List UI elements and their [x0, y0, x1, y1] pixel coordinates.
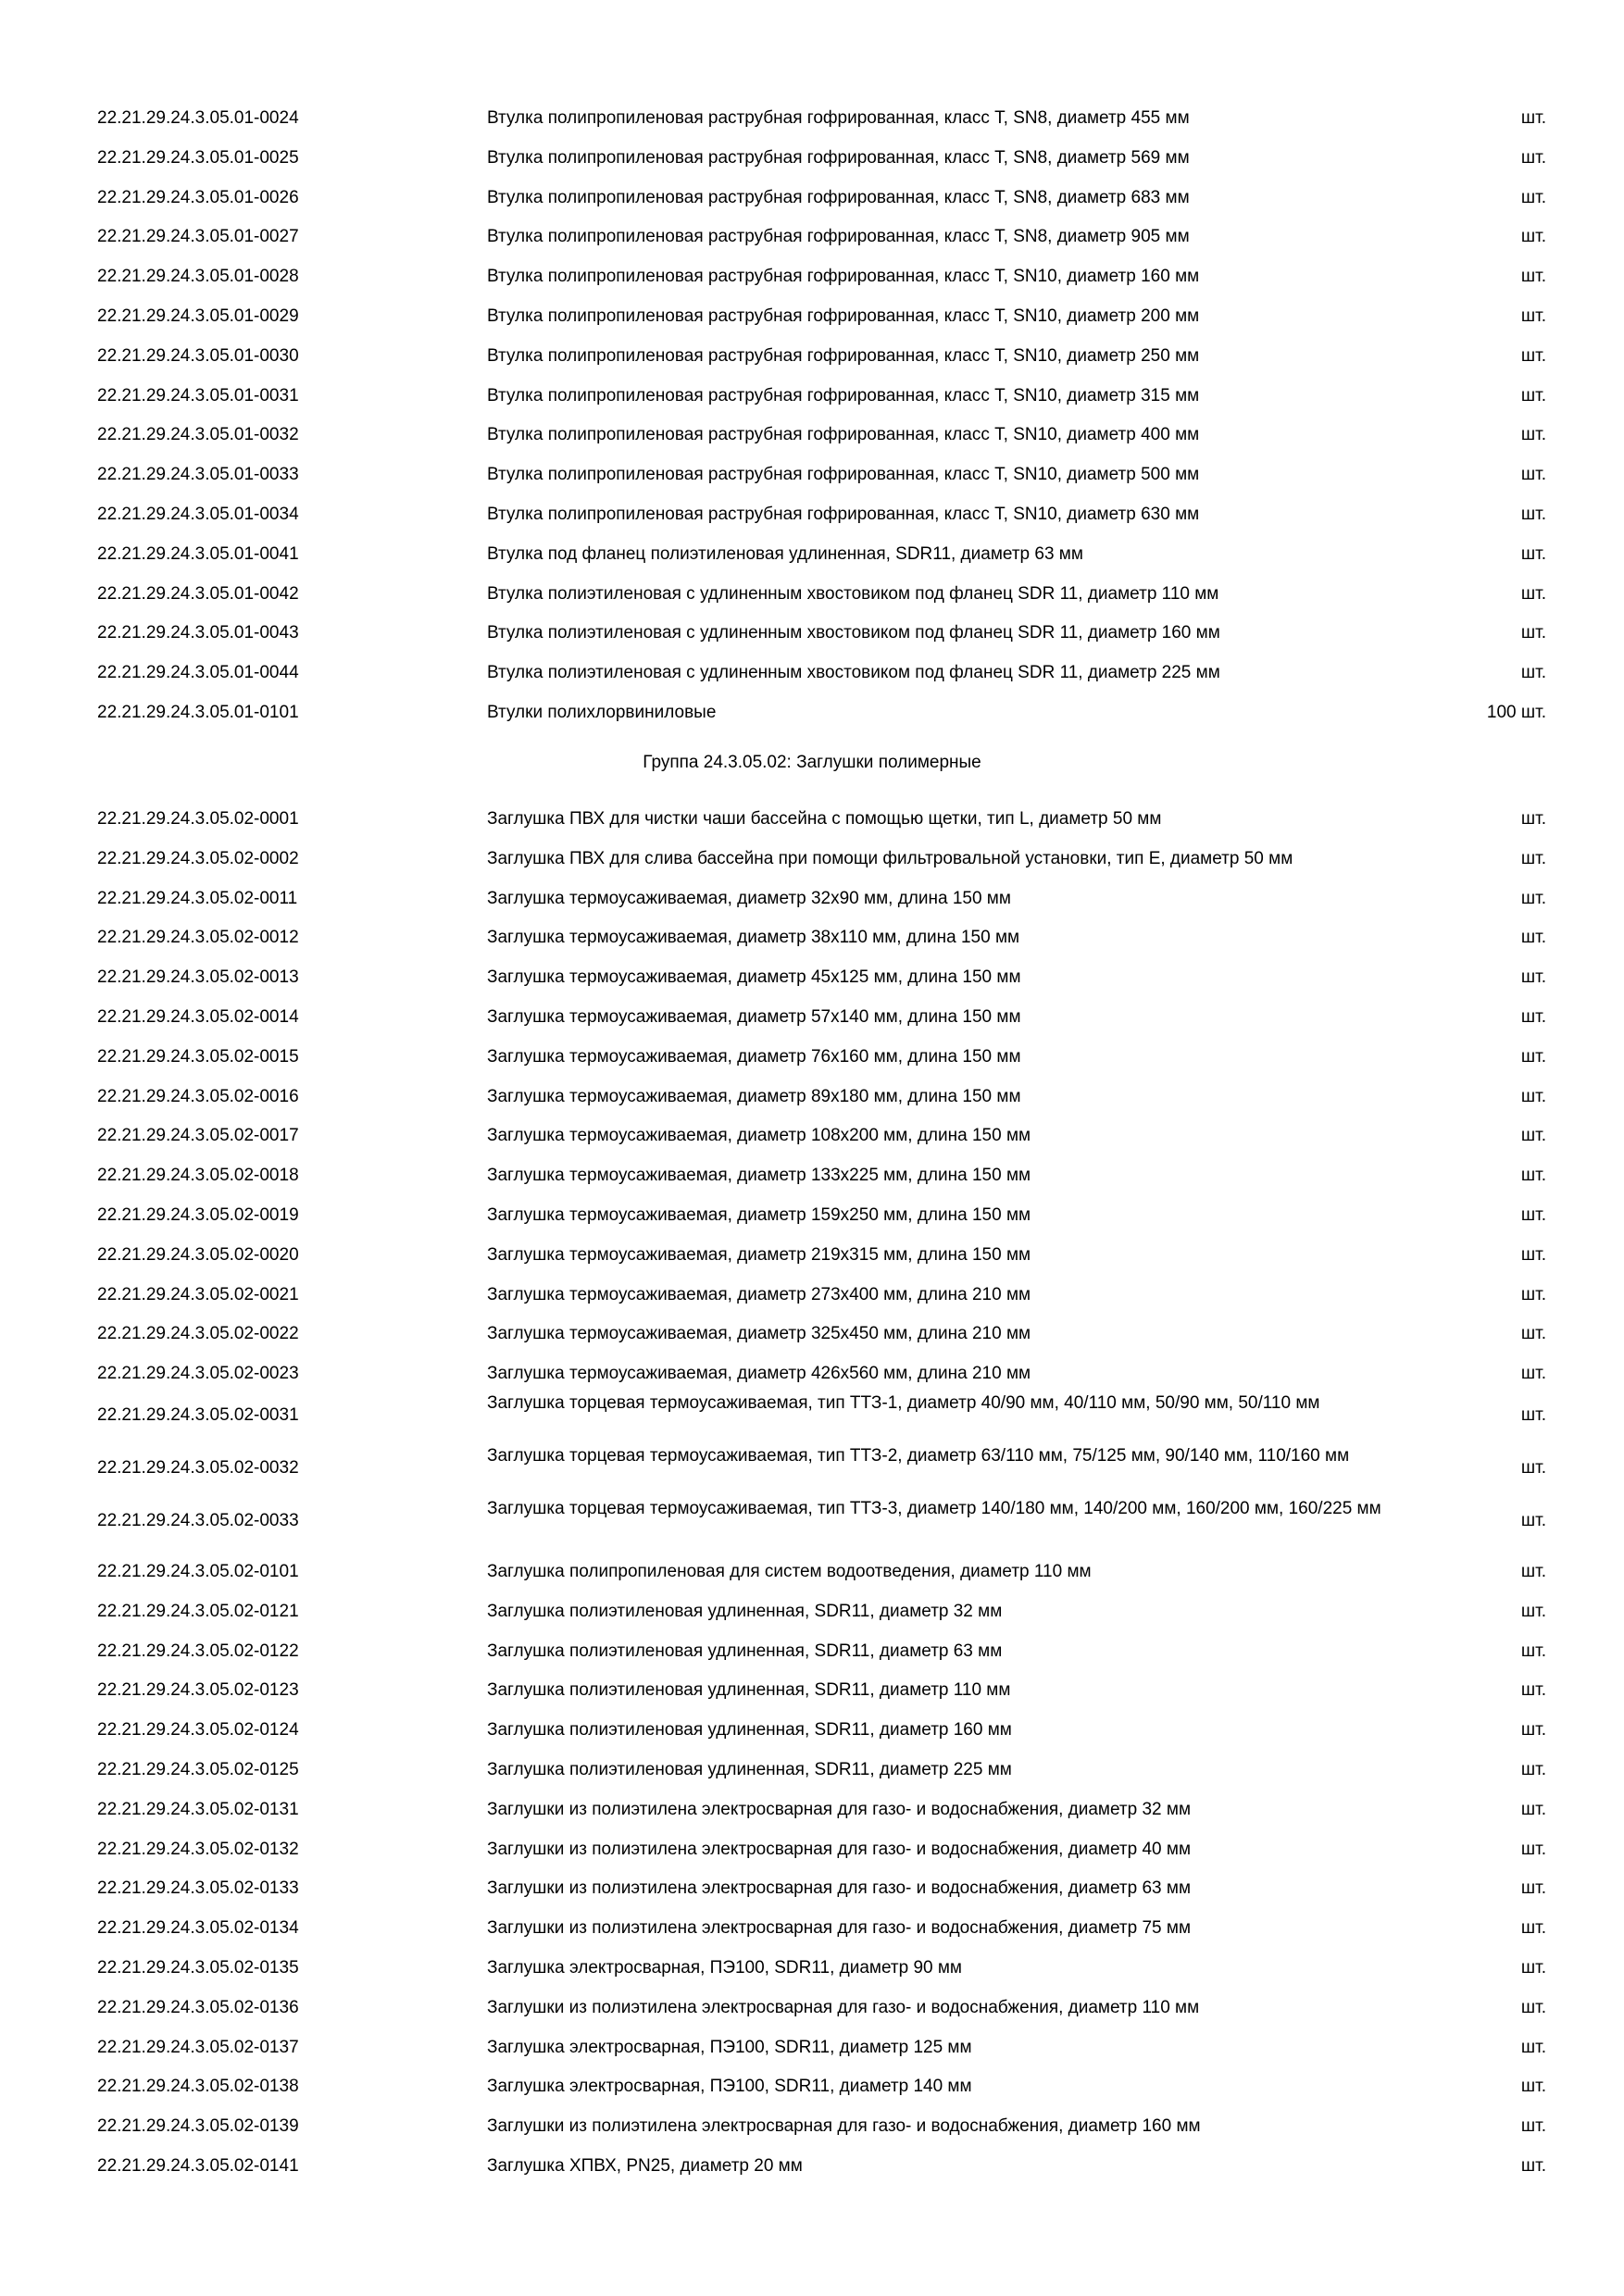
item-code: 22.21.29.24.3.05.01-0025 — [97, 147, 299, 168]
item-unit: шт. — [1520, 1364, 1546, 1384]
item-unit: шт. — [1520, 385, 1546, 406]
item-description: Заглушка термоусаживаемая, диаметр 57х140 мм, длина 150 мм — [487, 1007, 1021, 1027]
item-description: Заглушка термоусаживаемая, диаметр 108х200 мм, длина 150 мм — [487, 1126, 1031, 1146]
item-unit: шт. — [1520, 1601, 1546, 1621]
item-description: Заглушка электросварная, ПЭ100, SDR11, диаметр 90 мм — [487, 1958, 962, 1978]
item-unit: шт. — [1520, 227, 1546, 247]
item-description: Заглушка торцевая термоусаживаемая, тип ТТЗ-3, диаметр 140/180 мм, 140/200 мм, 160/200 мм, 160/225 мм — [487, 1499, 1381, 1518]
item-code: 22.21.29.24.3.05.02-0136 — [97, 1997, 299, 2017]
item-unit: шт. — [1520, 1760, 1546, 1779]
item-code: 22.21.29.24.3.05.02-0015 — [97, 1046, 299, 1067]
item-code: 22.21.29.24.3.05.02-0141 — [97, 2156, 299, 2176]
item-description: Втулка полипропиленовая раструбная гофрированная, класс Т, SN10, диаметр 250 мм — [487, 345, 1200, 366]
item-description: Заглушки из полиэтилена электросварная для газо- и водоснабжения, диаметр 160 мм — [487, 2116, 1201, 2137]
item-code: 22.21.29.24.3.05.02-0033 — [97, 1511, 299, 1530]
item-code: 22.21.29.24.3.05.02-0137 — [97, 2037, 299, 2057]
item-unit: шт. — [1520, 888, 1546, 908]
item-code: 22.21.29.24.3.05.02-0138 — [97, 2077, 299, 2097]
item-code: 22.21.29.24.3.05.01-0024 — [97, 108, 299, 128]
item-unit: шт. — [1520, 1958, 1546, 1978]
item-description: Заглушка термоусаживаемая, диаметр 325х450 мм, длина 210 мм — [487, 1324, 1031, 1344]
item-code: 22.21.29.24.3.05.02-0018 — [97, 1166, 299, 1186]
item-code: 22.21.29.24.3.05.02-0139 — [97, 2116, 299, 2137]
item-unit: шт. — [1520, 543, 1546, 564]
item-code: 22.21.29.24.3.05.01-0026 — [97, 187, 299, 207]
item-unit: шт. — [1520, 1562, 1546, 1581]
item-description: Заглушка термоусаживаемая, диаметр 38х110 мм, длина 150 мм — [487, 928, 1020, 948]
item-description: Заглушка термоусаживаемая, диаметр 133х225 мм, длина 150 мм — [487, 1166, 1031, 1186]
item-description: Заглушка полиэтиленовая удлиненная, SDR11, диаметр 32 мм — [487, 1601, 1003, 1621]
item-description: Заглушка термоусаживаемая, диаметр 45х125 мм, длина 150 мм — [487, 967, 1021, 988]
item-description: Заглушка полиэтиленовая удлиненная, SDR11, диаметр 160 мм — [487, 1720, 1012, 1741]
item-code: 22.21.29.24.3.05.01-0041 — [97, 543, 299, 564]
item-unit: шт. — [1520, 505, 1546, 524]
item-unit: шт. — [1520, 1405, 1546, 1425]
item-unit: шт. — [1520, 809, 1546, 829]
item-code: 22.21.29.24.3.05.02-0022 — [97, 1324, 299, 1344]
item-description: Заглушки из полиэтилена электросварная для газо- и водоснабжения, диаметр 110 мм — [487, 1997, 1200, 2017]
item-unit: шт. — [1520, 108, 1546, 128]
item-code: 22.21.29.24.3.05.02-0124 — [97, 1720, 299, 1741]
item-code: 22.21.29.24.3.05.02-0125 — [97, 1760, 299, 1779]
item-code: 22.21.29.24.3.05.01-0031 — [97, 385, 299, 406]
item-unit: шт. — [1520, 306, 1546, 326]
item-code: 22.21.29.24.3.05.02-0134 — [97, 1918, 299, 1939]
item-description: Втулка под фланец полиэтиленовая удлиненная, SDR11, диаметр 63 мм — [487, 543, 1083, 564]
item-unit: шт. — [1520, 1878, 1546, 1899]
item-code: 22.21.29.24.3.05.02-0001 — [97, 809, 299, 829]
item-unit: шт. — [1520, 1839, 1546, 1859]
item-code: 22.21.29.24.3.05.01-0027 — [97, 227, 299, 247]
item-code: 22.21.29.24.3.05.02-0123 — [97, 1680, 299, 1701]
group-heading: Группа 24.3.05.02: Заглушки полимерные — [643, 753, 981, 772]
item-code: 22.21.29.24.3.05.02-0002 — [97, 848, 299, 868]
item-code: 22.21.29.24.3.05.01-0101 — [97, 703, 299, 722]
item-description: Заглушки из полиэтилена электросварная для газо- и водоснабжения, диаметр 75 мм — [487, 1918, 1192, 1939]
item-code: 22.21.29.24.3.05.02-0133 — [97, 1878, 299, 1899]
item-description: Заглушка полиэтиленовая удлиненная, SDR11, диаметр 225 мм — [487, 1760, 1012, 1779]
item-code: 22.21.29.24.3.05.01-0033 — [97, 465, 299, 485]
item-code: 22.21.29.24.3.05.01-0034 — [97, 505, 299, 524]
item-code: 22.21.29.24.3.05.02-0023 — [97, 1364, 299, 1384]
item-unit: шт. — [1520, 465, 1546, 485]
item-description: Заглушка ХПВХ, PN25, диаметр 20 мм — [487, 2156, 803, 2176]
item-unit: шт. — [1520, 1324, 1546, 1344]
item-code: 22.21.29.24.3.05.01-0042 — [97, 583, 299, 604]
item-unit: шт. — [1520, 1086, 1546, 1106]
item-description: Заглушки из полиэтилена электросварная для газо- и водоснабжения, диаметр 40 мм — [487, 1839, 1192, 1859]
item-code: 22.21.29.24.3.05.02-0020 — [97, 1244, 299, 1265]
item-unit: шт. — [1520, 623, 1546, 643]
item-unit: шт. — [1520, 1458, 1546, 1478]
item-unit: шт. — [1520, 928, 1546, 948]
item-description: Втулка полипропиленовая раструбная гофрированная, класс Т, SN10, диаметр 160 мм — [487, 267, 1200, 287]
item-description: Втулка полиэтиленовая с удлиненным хвостовиком под фланец SDR 11, диаметр 110 мм — [487, 583, 1219, 604]
item-unit: шт. — [1520, 1641, 1546, 1661]
item-description: Втулка полипропиленовая раструбная гофрированная, класс Т, SN10, диаметр 500 мм — [487, 465, 1200, 485]
item-code: 22.21.29.24.3.05.01-0028 — [97, 267, 299, 287]
item-unit: шт. — [1520, 2116, 1546, 2137]
item-description: Заглушка термоусаживаемая, диаметр 426х560 мм, длина 210 мм — [487, 1364, 1031, 1384]
item-unit: шт. — [1520, 187, 1546, 207]
item-code: 22.21.29.24.3.05.02-0021 — [97, 1284, 299, 1304]
item-unit: шт. — [1520, 967, 1546, 988]
item-unit: шт. — [1520, 1511, 1546, 1530]
item-description: Заглушки из полиэтилена электросварная для газо- и водоснабжения, диаметр 63 мм — [487, 1878, 1192, 1899]
item-description: Втулка полипропиленовая раструбная гофрированная, класс Т, SN10, диаметр 200 мм — [487, 306, 1200, 326]
item-code: 22.21.29.24.3.05.01-0029 — [97, 306, 299, 326]
item-description: Втулка полипропиленовая раструбная гофрированная, класс Т, SN10, диаметр 315 мм — [487, 385, 1200, 406]
item-code: 22.21.29.24.3.05.02-0031 — [97, 1405, 299, 1425]
item-unit: шт. — [1520, 848, 1546, 868]
item-unit: шт. — [1520, 1166, 1546, 1186]
item-unit: шт. — [1520, 345, 1546, 366]
item-unit: шт. — [1520, 663, 1546, 683]
item-unit: шт. — [1520, 1720, 1546, 1741]
item-description: Заглушка термоусаживаемая, диаметр 89х180 мм, длина 150 мм — [487, 1086, 1021, 1106]
item-description: Втулка полипропиленовая раструбная гофрированная, класс Т, SN8, диаметр 683 мм — [487, 187, 1190, 207]
item-code: 22.21.29.24.3.05.02-0014 — [97, 1007, 299, 1027]
item-unit: шт. — [1520, 2037, 1546, 2057]
item-description: Заглушка ПВХ для чистки чаши бассейна с помощью щетки, тип L, диаметр 50 мм — [487, 809, 1162, 829]
item-code: 22.21.29.24.3.05.02-0135 — [97, 1958, 299, 1978]
item-code: 22.21.29.24.3.05.02-0131 — [97, 1799, 299, 1819]
item-code: 22.21.29.24.3.05.02-0017 — [97, 1126, 299, 1146]
item-description: Заглушка полиэтиленовая удлиненная, SDR11, диаметр 110 мм — [487, 1680, 1011, 1701]
item-unit: шт. — [1520, 1046, 1546, 1067]
item-description: Втулки полихлорвиниловые — [487, 703, 717, 722]
item-unit: шт. — [1520, 1126, 1546, 1146]
item-description: Заглушка электросварная, ПЭ100, SDR11, диаметр 140 мм — [487, 2077, 972, 2097]
item-description: Заглушки из полиэтилена электросварная для газо- и водоснабжения, диаметр 32 мм — [487, 1799, 1192, 1819]
item-description: Заглушка термоусаживаемая, диаметр 32х90 мм, длина 150 мм — [487, 888, 1011, 908]
item-unit: шт. — [1520, 147, 1546, 168]
item-code: 22.21.29.24.3.05.02-0012 — [97, 928, 299, 948]
item-code: 22.21.29.24.3.05.02-0121 — [97, 1601, 299, 1621]
item-description: Заглушка полиэтиленовая удлиненная, SDR11, диаметр 63 мм — [487, 1641, 1003, 1661]
item-description: Втулка полипропиленовая раструбная гофрированная, класс Т, SN8, диаметр 455 мм — [487, 108, 1190, 128]
item-description: Заглушка торцевая термоусаживаемая, тип ТТЗ-1, диаметр 40/90 мм, 40/110 мм, 50/90 мм, 50/110 мм — [487, 1393, 1320, 1413]
item-code: 22.21.29.24.3.05.01-0044 — [97, 663, 299, 683]
item-unit: шт. — [1520, 267, 1546, 287]
item-code: 22.21.29.24.3.05.01-0043 — [97, 623, 299, 643]
item-unit: шт. — [1520, 1918, 1546, 1939]
item-unit: шт. — [1520, 583, 1546, 604]
item-description: Заглушка термоусаживаемая, диаметр 219х315 мм, длина 150 мм — [487, 1244, 1031, 1265]
item-description: Заглушка ПВХ для слива бассейна при помощи фильтровальной установки, тип Е, диаметр 50 мм — [487, 848, 1293, 868]
item-unit: шт. — [1520, 1997, 1546, 2017]
item-description: Заглушка электросварная, ПЭ100, SDR11, диаметр 125 мм — [487, 2037, 972, 2057]
item-description: Втулка полиэтиленовая с удлиненным хвостовиком под фланец SDR 11, диаметр 225 мм — [487, 663, 1220, 683]
item-description: Заглушка термоусаживаемая, диаметр 273х400 мм, длина 210 мм — [487, 1284, 1031, 1304]
item-description: Заглушка торцевая термоусаживаемая, тип ТТЗ-2, диаметр 63/110 мм, 75/125 мм, 90/140 мм, 110/160 мм — [487, 1446, 1350, 1466]
item-unit: шт. — [1520, 1244, 1546, 1265]
item-description: Втулка полипропиленовая раструбная гофрированная, класс Т, SN8, диаметр 569 мм — [487, 147, 1190, 168]
item-code: 22.21.29.24.3.05.02-0132 — [97, 1839, 299, 1859]
item-code: 22.21.29.24.3.05.02-0032 — [97, 1458, 299, 1478]
item-description: Втулка полипропиленовая раструбная гофрированная, класс Т, SN8, диаметр 905 мм — [487, 227, 1190, 247]
item-unit: шт. — [1520, 1007, 1546, 1027]
item-unit: 100 шт. — [1486, 703, 1546, 722]
item-unit: шт. — [1520, 2077, 1546, 2097]
item-description: Втулка полиэтиленовая с удлиненным хвостовиком под фланец SDR 11, диаметр 160 мм — [487, 623, 1220, 643]
item-description: Заглушка термоусаживаемая, диаметр 76х160 мм, длина 150 мм — [487, 1046, 1021, 1067]
item-code: 22.21.29.24.3.05.02-0011 — [97, 888, 298, 908]
item-code: 22.21.29.24.3.05.01-0032 — [97, 425, 299, 445]
item-description: Заглушка полипропиленовая для систем водоотведения, диаметр 110 мм — [487, 1562, 1092, 1581]
item-code: 22.21.29.24.3.05.02-0122 — [97, 1641, 299, 1661]
item-unit: шт. — [1520, 425, 1546, 445]
item-description: Втулка полипропиленовая раструбная гофрированная, класс Т, SN10, диаметр 400 мм — [487, 425, 1200, 445]
item-unit: шт. — [1520, 1680, 1546, 1701]
item-description: Заглушка термоусаживаемая, диаметр 159х250 мм, длина 150 мм — [487, 1205, 1031, 1225]
item-code: 22.21.29.24.3.05.02-0013 — [97, 967, 299, 988]
item-code: 22.21.29.24.3.05.02-0016 — [97, 1086, 299, 1106]
item-unit: шт. — [1520, 2156, 1546, 2176]
item-unit: шт. — [1520, 1799, 1546, 1819]
item-code: 22.21.29.24.3.05.01-0030 — [97, 345, 299, 366]
item-code: 22.21.29.24.3.05.02-0101 — [97, 1562, 299, 1581]
item-unit: шт. — [1520, 1205, 1546, 1225]
item-code: 22.21.29.24.3.05.02-0019 — [97, 1205, 299, 1225]
item-unit: шт. — [1520, 1284, 1546, 1304]
item-description: Втулка полипропиленовая раструбная гофрированная, класс Т, SN10, диаметр 630 мм — [487, 505, 1200, 524]
